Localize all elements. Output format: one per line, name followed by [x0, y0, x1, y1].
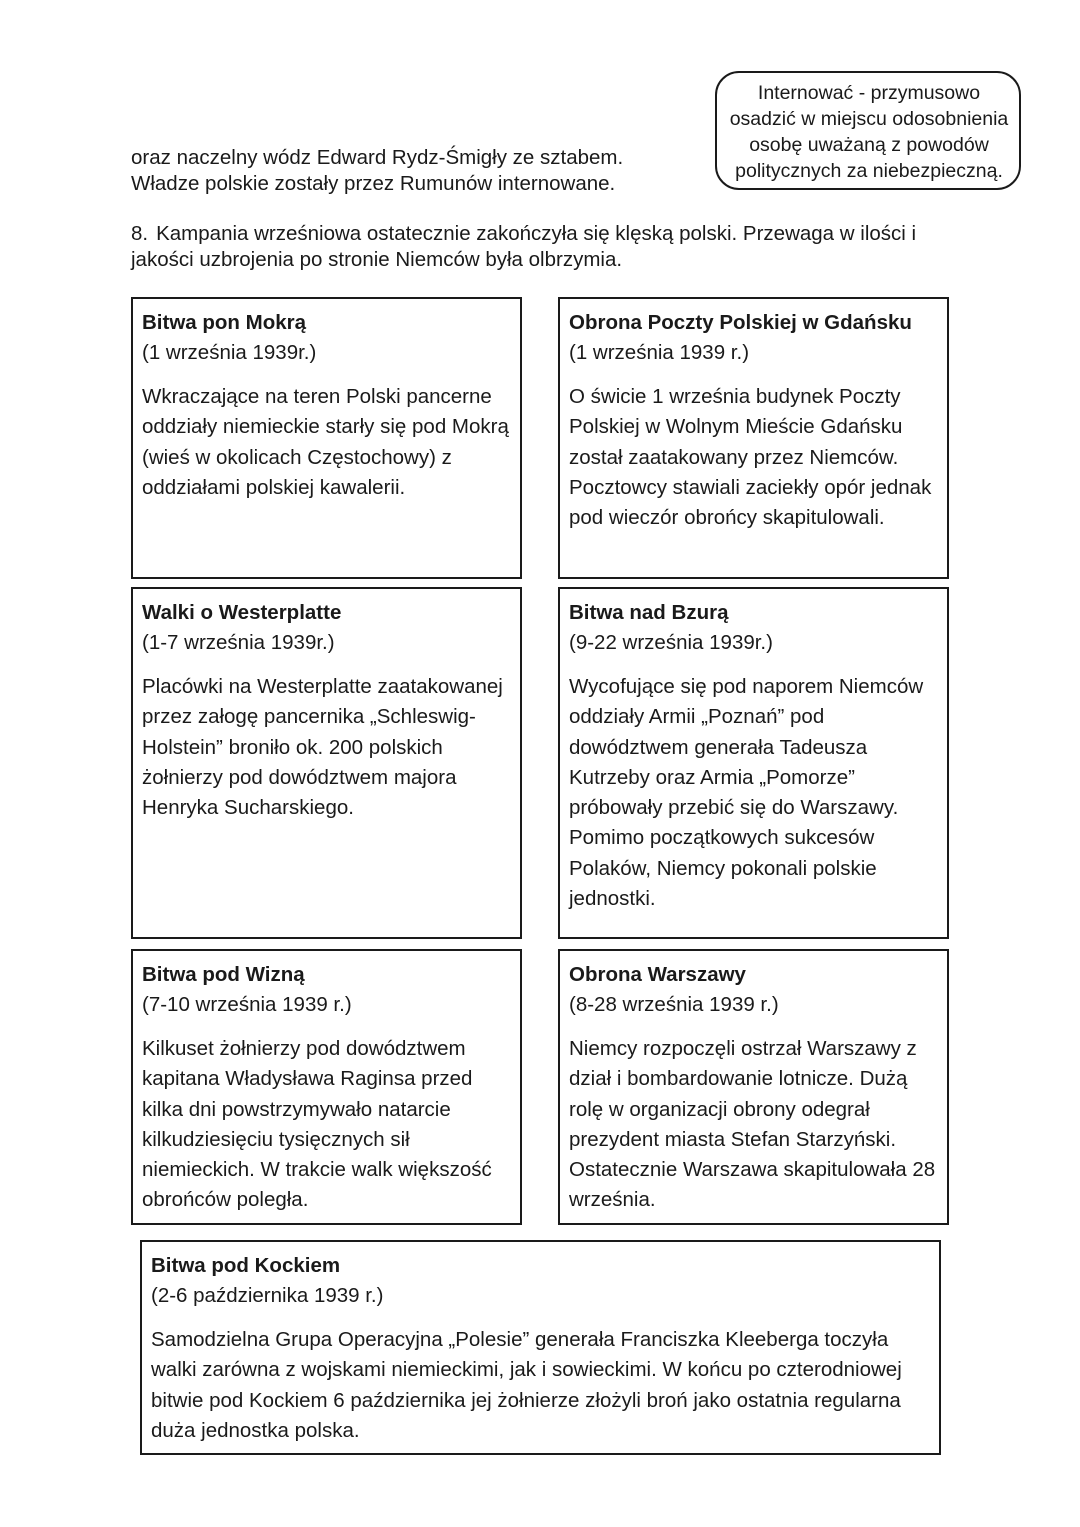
event-box-westerplatte: [131, 587, 522, 939]
event-title: Bitwa pod Kockiem: [151, 1254, 341, 1277]
event-box-wizna: [131, 949, 522, 1225]
event-description: Kilkuset żołnierzy pod dowództwem kapitana Władysława Raginsa przed kilka dni powstrzymywało natarcie kilkudziesięciu tysięcznych sił niemieckich. W trakcie walk większość obrońców poległa.: [142, 1037, 492, 1212]
event-title: Obrona Warszawy: [569, 963, 746, 986]
intro-paragraph: [131, 145, 711, 197]
event-date: (1 września 1939 r.): [569, 341, 750, 364]
event-date: (7-10 września 1939 r.): [142, 993, 352, 1016]
event-title: Obrona Poczty Polskiej w Gdańsku: [569, 311, 912, 334]
event-date: (1-7 września 1939r.): [142, 631, 335, 654]
definition-note: [715, 71, 1021, 190]
event-date: (9-22 września 1939r.): [569, 631, 773, 654]
event-description: Wycofujące się pod naporem Niemców oddziały Armii „Poznań” pod dowództwem generała Tadeusza Kutrzeby oraz Armia „Pomorze” próbowały przebić się do Warszawy. Pomimo początkowych sukcesów Polaków, Niemcy pokonali polskie jednostki.: [569, 675, 924, 911]
event-title: Walki o Westerplatte: [142, 601, 342, 624]
event-box-bzura: [558, 587, 949, 939]
event-title: Bitwa pod Wizną: [142, 963, 305, 986]
event-description: Niemcy rozpoczęli ostrzał Warszawy z dział i bombardowanie lotnicze. Dużą rolę w organizacji obrony odegrał prezydent miasta Stefan Starzyński. Ostatecznie Warszawa skapitulowała 28 września.: [569, 1037, 936, 1212]
event-date: (1 września 1939r.): [142, 341, 317, 364]
event-title: Bitwa nad Bzurą: [569, 601, 729, 624]
point-text: Kampania wrześniowa ostatecznie zakończyła się klęską polski. Przewaga w ilości i jakości uzbrojenia po stronie Niemców była olbrzymia.: [131, 222, 917, 271]
event-description: Wkraczające na teren Polski pancerne oddziały niemieckie starły się pod Mokrą (wieś w okolicach Częstochowy) z oddziałami polskiej kawalerii.: [142, 385, 509, 499]
event-box-kock: [140, 1240, 941, 1455]
note-line: osadzić w miejscu odosobnienia: [729, 108, 1009, 130]
event-description: O świcie 1 września budynek Poczty Polskiej w Wolnym Mieście Gdańsku został zaatakowany przez Niemców. Pocztowcy stawiali zaciekły opór jednak pod wieczór obrońcy skapitulowali.: [569, 385, 932, 530]
event-box-warszawa: [558, 949, 949, 1225]
intro-line: Władze polskie zostały przez Rumunów internowane.: [131, 172, 616, 195]
note-line: Internować - przymusowo: [757, 82, 981, 104]
event-box-poczta-gdansk: [558, 297, 949, 579]
event-description: Placówki na Westerplatte zaatakowanej przez załogę pancernika „Schleswig-Holstein” broniło ok. 200 polskich żołnierzy pod dowództwem majora Henryka Sucharskiego.: [142, 675, 503, 820]
intro-line: oraz naczelny wódz Edward Rydz-Śmigły ze sztabem.: [131, 146, 624, 169]
event-date: (8-28 września 1939 r.): [569, 993, 779, 1016]
event-box-mokra: [131, 297, 522, 579]
note-line: politycznych za niebezpieczną.: [735, 160, 1003, 182]
event-description: Samodzielna Grupa Operacyjna „Polesie” generała Franciszka Kleeberga toczyła walki zarówna z wojskami niemieckimi, jak i sowieckimi. W końcu po czterodniowej bitwie pod Kockiem 6 października jej żołnierze złożyli broń jako ostatnia regularna duża jednostka polska.: [151, 1328, 902, 1442]
point-8-paragraph: [131, 221, 931, 273]
point-number: 8.: [131, 222, 149, 245]
event-date: (2-6 października 1939 r.): [151, 1284, 384, 1307]
note-line: osobę uważaną z powodów: [749, 134, 989, 156]
event-title: Bitwa pon Mokrą: [142, 311, 307, 334]
